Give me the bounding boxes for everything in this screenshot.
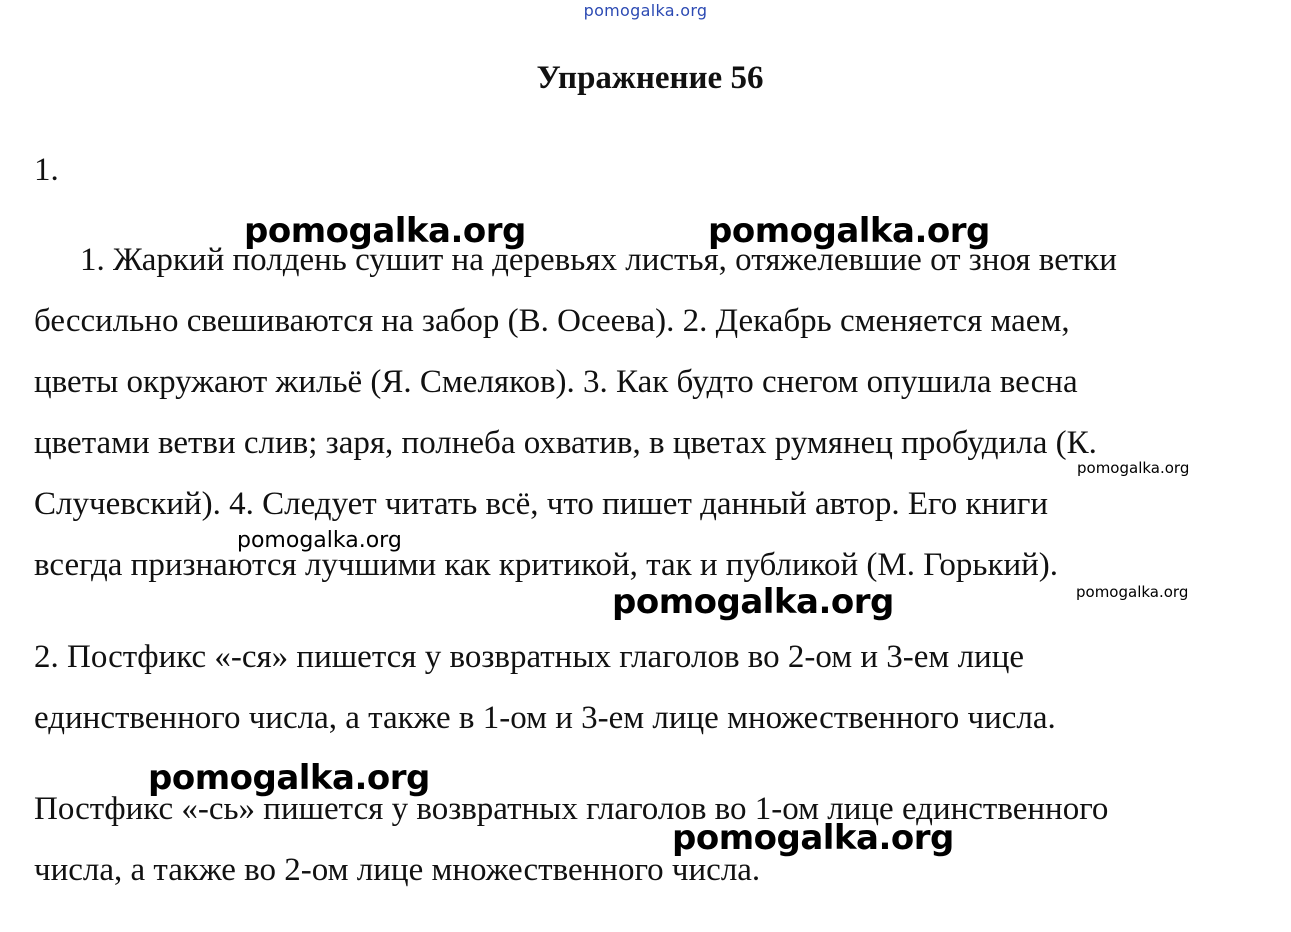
header-site-link[interactable]: pomogalka.org: [583, 1, 708, 20]
watermark: pomogalka.org: [237, 528, 402, 553]
section-1-line-3: цветы окружают жильё (Я. Смеляков). 3. Как будто снегом опушила весна: [34, 364, 1078, 400]
watermark: pomogalka.org: [708, 211, 990, 251]
section-1-line-6: всегда признаются лучшими как критикой, так и публикой (М. Горький).: [34, 547, 1059, 583]
section-1-line-4: цветами ветви слив; заря, полнеба охватив, в цветах румянец пробудила (К.: [34, 425, 1097, 461]
section-2-line-1: 2. Постфикс «-ся» пишется у возвратных глаголов во 2-ом и 3-ем лице: [34, 639, 1024, 675]
section-3-line-2: числа, а также во 2-ом лице множественного числа.: [34, 852, 761, 888]
watermark: pomogalka.org: [672, 818, 954, 858]
section-1-number: 1.: [34, 152, 59, 188]
section-1-line-5: Случевский). 4. Следует читать всё, что пишет данный автор. Его книги: [34, 486, 1049, 522]
page-title: Упражнение 56: [536, 60, 764, 96]
watermark: pomogalka.org: [148, 758, 430, 798]
watermark: pomogalka.org: [612, 582, 894, 622]
watermark: pomogalka.org: [1077, 459, 1190, 477]
watermark: pomogalka.org: [244, 211, 526, 251]
section-1-line-1: 1. Жаркий полдень сушит на деревьях листья, отяжелевшие от зноя ветки: [80, 242, 1117, 278]
section-3-line-1: Постфикс «-сь» пишется у возвратных глаголов во 1-ом лице единственного: [34, 791, 1109, 827]
section-2-line-2: единственного числа, а также в 1-ом и 3-ем лице множественного числа.: [34, 700, 1056, 736]
watermark: pomogalka.org: [1076, 583, 1189, 601]
section-1-line-2: бессильно свешиваются на забор (В. Осеева). 2. Декабрь сменяется маем,: [34, 303, 1070, 339]
